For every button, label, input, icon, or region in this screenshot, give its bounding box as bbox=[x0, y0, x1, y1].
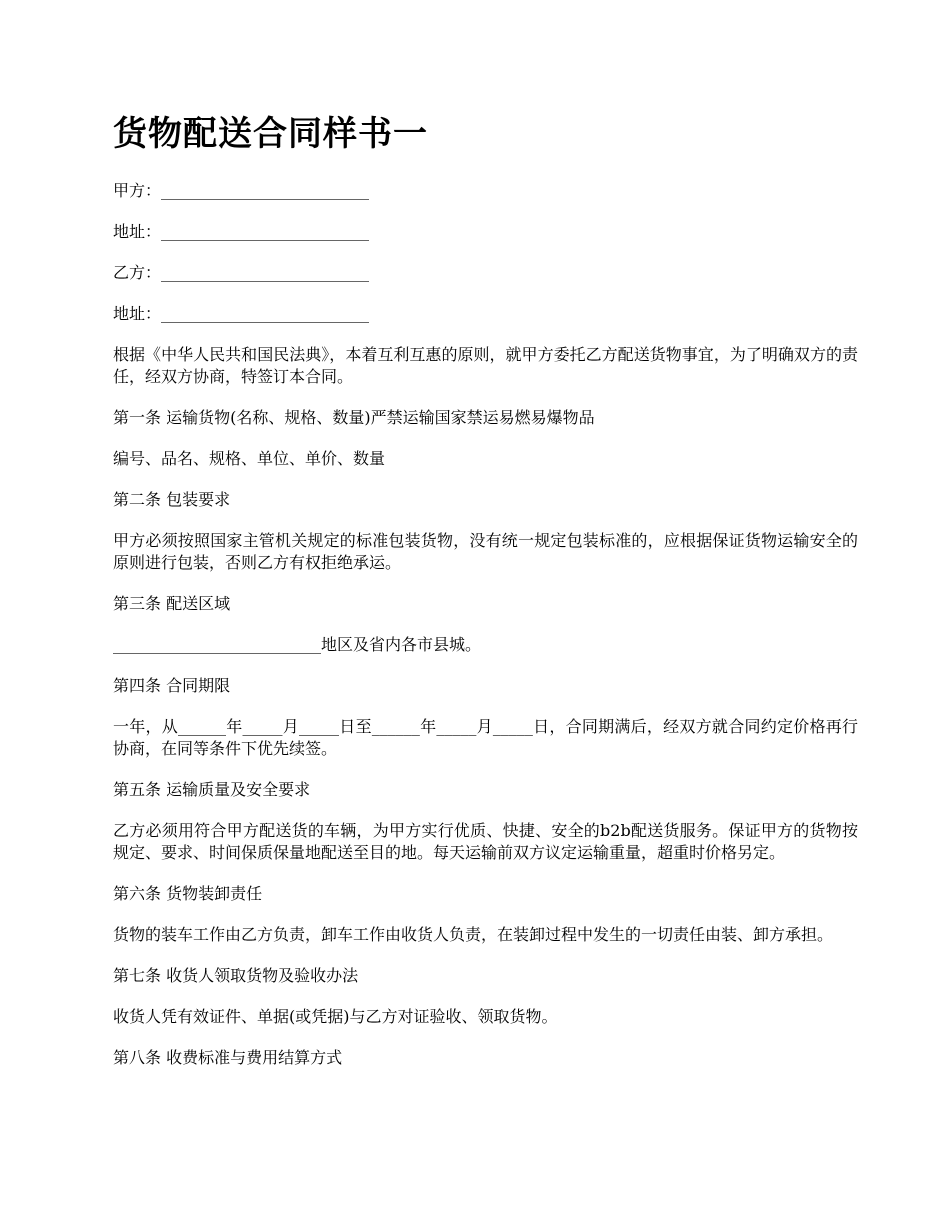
article-5-body: 乙方必须用符合甲方配送货的车辆，为甲方实行优质、快捷、安全的b2b配送货服务。保证甲方的货物按规定、要求、时间保质保量地配送至目的地。每天运输前双方议定运输重量，超重时价格另定。 bbox=[113, 821, 858, 862]
article-2-heading: 第二条 包装要求 bbox=[113, 490, 231, 509]
article-2-body: 甲方必须按照国家主管机关规定的标准包装货物，没有统一规定包装标准的，应根据保证货物运输安全的原则进行包装，否则乙方有权拒绝承运。 bbox=[113, 531, 858, 572]
article-7-body: 收货人凭有效证件、单据(或凭据)与乙方对证验收、领取货物。 bbox=[113, 1007, 558, 1026]
party-b-address-field: 地址：__________________________ bbox=[113, 304, 370, 323]
article-4-heading: 第四条 合同期限 bbox=[113, 676, 231, 695]
article-4-body: 一年，从______年_____月_____日至______年_____月_____日，合同期满后，经双方就合同约定价格再行协商，在同等条件下优先续签。 bbox=[113, 717, 858, 758]
article-1-body: 编号、品名、规格、单位、单价、数量 bbox=[113, 449, 386, 468]
article-1-heading: 第一条 运输货物(名称、规格、数量)严禁运输国家禁运易燃易爆物品 bbox=[113, 408, 595, 427]
article-7-heading: 第七条 收货人领取货物及验收办法 bbox=[113, 966, 359, 985]
article-8-heading: 第八条 收费标准与费用结算方式 bbox=[113, 1048, 343, 1067]
document-title: 货物配送合同样书一 bbox=[113, 114, 428, 154]
article-3-heading: 第三条 配送区域 bbox=[113, 594, 231, 613]
document-page bbox=[113, 110, 858, 1088]
article-3-body: __________________________地区及省内各市县城。 bbox=[113, 635, 482, 654]
preamble-paragraph: 根据《中华人民共和国民法典》，本着互利互惠的原则，就甲方委托乙方配送货物事宜，为了明确双方的责任，经双方协商，特签订本合同。 bbox=[113, 345, 858, 386]
party-b-field: 乙方：__________________________ bbox=[113, 263, 370, 282]
article-6-body: 货物的装车工作由乙方负责，卸车工作由收货人负责，在装卸过程中发生的一切责任由装、卸方承担。 bbox=[113, 925, 834, 944]
article-6-heading: 第六条 货物装卸责任 bbox=[113, 884, 263, 903]
party-a-field: 甲方：__________________________ bbox=[113, 181, 370, 200]
party-a-address-field: 地址：__________________________ bbox=[113, 222, 370, 241]
article-5-heading: 第五条 运输质量及安全要求 bbox=[113, 780, 311, 799]
